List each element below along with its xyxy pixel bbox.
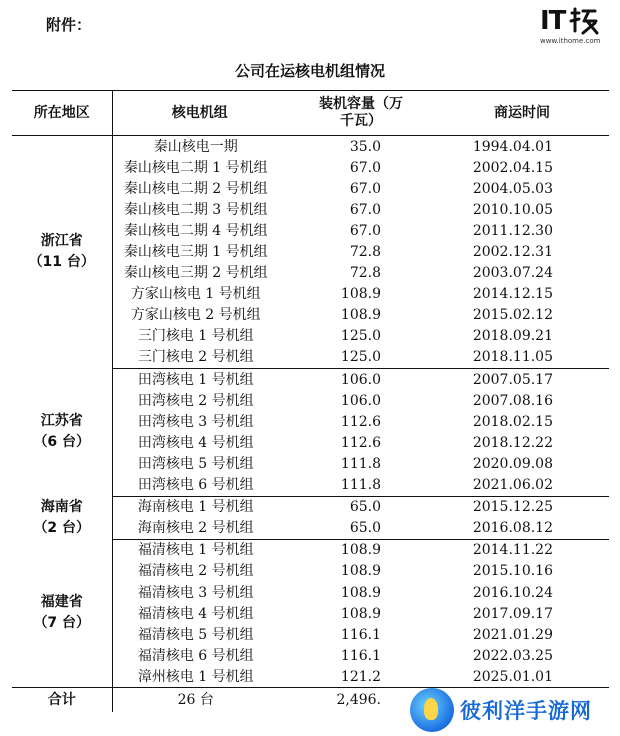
region-name: 福建省	[40, 594, 83, 611]
commercial-date-cell: 2007.08.16	[472, 392, 553, 409]
column-header-capacity-text: 装机容量（万千瓦）	[319, 95, 403, 129]
capacity-cell: 125.0	[287, 347, 435, 369]
capacity-cell: 35.0	[349, 138, 381, 155]
unit-name-cell: 秦山核电二期 1 号机组	[123, 159, 268, 176]
logo-url: www.ithome.com	[540, 37, 601, 45]
region-cell	[12, 369, 112, 497]
capacity-cell: 112.6	[340, 413, 381, 430]
commercial-date-cell: 2007.05.17	[472, 371, 553, 388]
region-unit-count: （2 台）	[33, 519, 91, 536]
unit-name-cell: 田湾核电 3 号机组	[137, 413, 254, 430]
column-header-unit: 核电机组	[112, 91, 287, 136]
capacity-cell: 108.9	[340, 563, 381, 580]
commercial-date-cell: 2015.12.25	[472, 499, 553, 516]
table-row	[12, 136, 609, 158]
unit-name-cell: 秦山核电二期 4 号机组	[123, 222, 268, 239]
capacity-cell: 108.9	[340, 307, 381, 324]
capacity-cell: 67.0	[349, 159, 381, 176]
unit-name-cell: 三门核电 1 号机组	[137, 328, 254, 345]
commercial-date-cell: 2020.09.08	[472, 455, 553, 472]
document-title: 公司在运核电机组情况	[234, 62, 385, 80]
table-body	[12, 136, 609, 713]
capacity-cell: 65.0	[349, 499, 381, 516]
unit-name-cell: 福清核电 6 号机组	[137, 647, 254, 664]
capacity-cell: 67.0	[349, 222, 381, 239]
unit-name-cell: 福清核电 1 号机组	[137, 542, 254, 559]
capacity-cell: 65.0	[287, 518, 435, 540]
capacity-cell: 125.0	[340, 328, 381, 345]
capacity-cell: 111.8	[287, 475, 435, 497]
capacity-cell: 72.8	[349, 265, 381, 282]
unit-name-cell: 田湾核电 1 号机组	[137, 371, 254, 388]
commercial-date-cell: 2015.10.16	[472, 563, 553, 580]
unit-name-cell: 秦山核电一期	[153, 138, 238, 155]
capacity-cell: 108.9	[340, 542, 381, 559]
commercial-date-cell: 2014.12.15	[472, 286, 553, 303]
nuclear-units-table	[12, 90, 609, 712]
capacity-cell: 106.0	[340, 371, 381, 388]
commercial-date-cell: 2021.01.29	[472, 626, 553, 643]
total-capacity: 2,496.	[287, 688, 435, 713]
table-header-row	[12, 91, 609, 136]
unit-name-cell: 秦山核电二期 3 号机组	[123, 201, 268, 218]
region-name: 江苏省	[40, 413, 83, 430]
total-units: 26 台	[112, 688, 287, 713]
logo-it-text: IT	[540, 6, 566, 36]
unit-name-cell: 海南核电 1 号机组	[137, 499, 254, 516]
commercial-date-cell: 2014.11.22	[472, 542, 553, 559]
table-row	[12, 539, 609, 561]
capacity-cell: 112.6	[340, 434, 381, 451]
unit-name-cell: 田湾核电 6 号机组	[112, 475, 287, 497]
unit-name-cell: 福清核电 5 号机组	[137, 626, 254, 643]
capacity-cell: 121.2	[287, 666, 435, 688]
unit-name-cell: 秦山核电三期 2 号机组	[123, 265, 268, 282]
unit-name-cell: 秦山核电三期 1 号机组	[123, 244, 268, 261]
capacity-cell: 108.9	[340, 584, 381, 601]
site-watermark	[410, 684, 620, 736]
commercial-date-cell: 2017.09.17	[472, 605, 553, 622]
commercial-date-cell: 2015.02.12	[472, 307, 553, 324]
region-unit-count: （6 台）	[33, 434, 91, 451]
ithome-logo	[540, 6, 616, 45]
capacity-cell: 116.1	[340, 626, 381, 643]
unit-name-cell: 三门核电 2 号机组	[112, 347, 287, 369]
commercial-date-cell: 2025.01.01	[435, 666, 609, 688]
commercial-date-cell: 2003.07.24	[472, 265, 553, 282]
unit-name-cell: 漳州核电 1 号机组	[112, 666, 287, 688]
unit-name-cell: 福清核电 4 号机组	[137, 605, 254, 622]
region-cell	[12, 136, 112, 369]
logo-glyph-icon	[569, 7, 599, 35]
watermark-text: 彼利洋手游网	[460, 699, 592, 723]
commercial-date-cell: 2002.12.31	[472, 244, 553, 261]
region-name: 海南省	[40, 498, 83, 515]
unit-name-cell: 田湾核电 5 号机组	[137, 455, 254, 472]
commercial-date-cell: 2018.12.22	[472, 434, 553, 451]
table-row	[12, 369, 609, 391]
commercial-date-cell: 2010.10.05	[472, 201, 553, 218]
capacity-cell: 106.0	[340, 392, 381, 409]
commercial-date-cell: 1994.04.01	[472, 138, 553, 155]
capacity-cell: 108.9	[340, 286, 381, 303]
logo-mark	[540, 6, 616, 36]
commercial-date-cell: 2016.08.12	[435, 518, 609, 540]
commercial-date-cell: 2018.02.15	[472, 413, 553, 430]
capacity-cell: 72.8	[349, 244, 381, 261]
commercial-date-cell: 2004.05.03	[472, 180, 553, 197]
capacity-cell: 116.1	[340, 647, 381, 664]
capacity-cell: 67.0	[349, 180, 381, 197]
unit-name-cell: 秦山核电二期 2 号机组	[123, 180, 268, 197]
commercial-date-cell: 2016.10.24	[472, 584, 553, 601]
capacity-cell: 111.8	[340, 455, 381, 472]
region-cell	[12, 496, 112, 539]
unit-name-cell: 福清核电 3 号机组	[137, 584, 254, 601]
commercial-date-cell: 2021.06.02	[435, 475, 609, 497]
commercial-date-cell: 2022.03.25	[472, 647, 553, 664]
unit-name-cell: 方家山核电 1 号机组	[130, 286, 261, 303]
unit-name-cell: 田湾核电 4 号机组	[137, 434, 254, 451]
attachment-label: 附件：	[46, 16, 92, 34]
unit-name-cell: 方家山核电 2 号机组	[130, 307, 261, 324]
column-header-capacity	[287, 91, 435, 136]
column-header-date: 商运时间	[435, 91, 609, 136]
unit-name-cell: 福清核电 2 号机组	[137, 563, 254, 580]
region-cell	[12, 539, 112, 688]
column-header-region: 所在地区	[12, 91, 112, 136]
region-name: 浙江省	[40, 233, 83, 250]
table-row	[12, 496, 609, 518]
capacity-cell: 67.0	[349, 201, 381, 218]
total-label: 合计	[12, 688, 112, 713]
region-unit-count: （7 台）	[33, 615, 91, 632]
commercial-date-cell: 2018.11.05	[435, 347, 609, 369]
capacity-cell: 108.9	[340, 605, 381, 622]
watermark-logo-icon	[410, 688, 454, 732]
region-unit-count: （11 台）	[28, 254, 95, 271]
commercial-date-cell: 2011.12.30	[472, 222, 553, 239]
unit-name-cell: 海南核电 2 号机组	[112, 518, 287, 540]
commercial-date-cell: 2018.09.21	[472, 328, 553, 345]
unit-name-cell: 田湾核电 2 号机组	[137, 392, 254, 409]
commercial-date-cell: 2002.04.15	[472, 159, 553, 176]
